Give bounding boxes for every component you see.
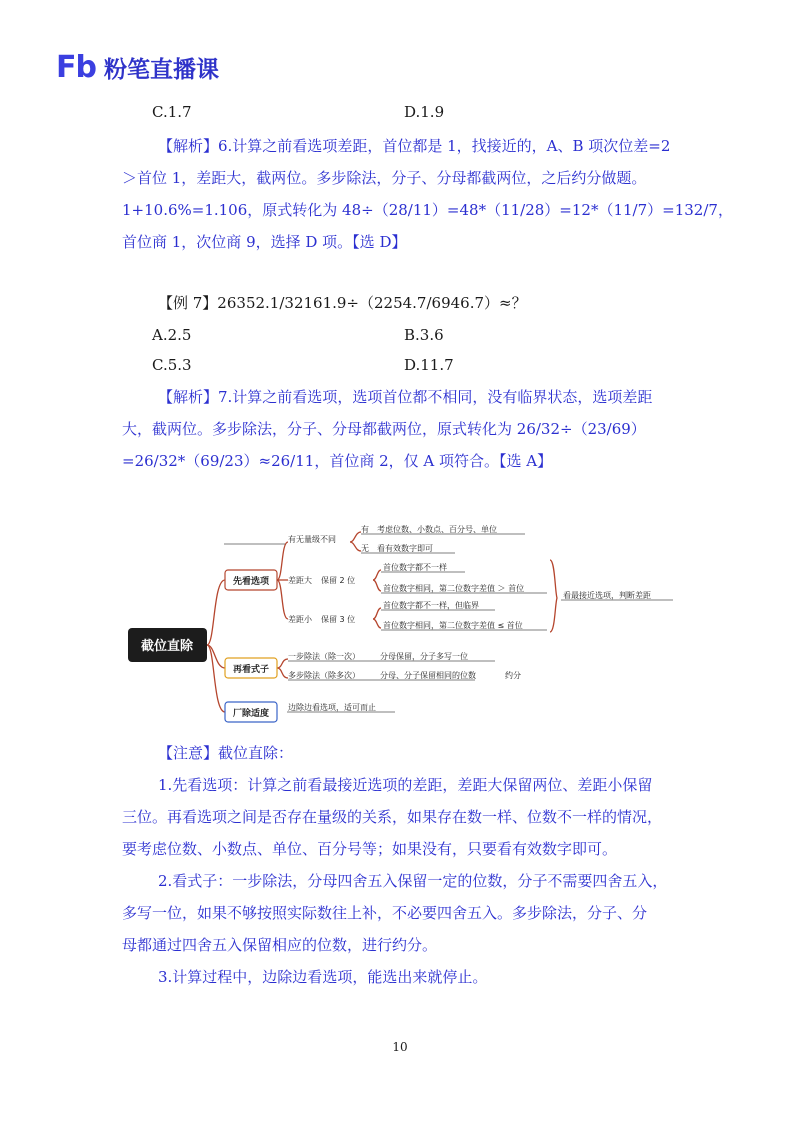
q7-option-b: B.3.6	[404, 326, 444, 344]
note-line-6: 母都通过四舍五入保留相应的位数，进行约分。	[122, 936, 438, 954]
mindmap-b2-c1: 一步除法（除一次）	[288, 652, 360, 661]
note-line-4: 2.看式子：一步除法，分母四舍五入保留一定的位数，分子不需要四舍五入，	[158, 872, 668, 890]
mindmap-b1-c1: 有无量级不同	[288, 535, 336, 544]
mindmap-b2-c2-r: 分母、分子保留相同的位数	[380, 671, 476, 680]
q6-analysis-line-4: 首位商 1，次位商 9，选择 D 项。【选 D】	[122, 233, 407, 251]
mindmap-b1-c2-a: 首位数字都不一样	[383, 563, 447, 572]
q6-option-c: C.1.7	[152, 103, 192, 121]
note-line-5: 多写一位，如果不够按照实际数往上补，不必要四舍五入。多步除法，分子、分	[122, 904, 648, 922]
q6-analysis-line-2: ＞首位 1，差距大，截两位。多步除法，分子、分母都截两位，之后约分做题。	[122, 169, 647, 187]
q7-analysis-line-2: 大，截两位。多步除法，分子、分母都截两位，原式转化为 26/32÷（23/69）	[122, 420, 646, 438]
note-line-1: 1.先看选项：计算之前看最接近选项的差距，差距大保留两位、差距小保留	[158, 776, 653, 794]
note-line-2: 三位。再看选项之间是否存在量级的关系，如果存在数一样、位数不一样的情况，	[122, 808, 663, 826]
mindmap-yes-label: 有	[361, 525, 369, 534]
mindmap-b1-c3-a: 首位数字都不一样，但临界	[383, 601, 479, 610]
mindmap-no-label: 无	[361, 544, 369, 553]
note-line-7: 3.计算过程中，边除边看选项，能选出来就停止。	[158, 968, 488, 986]
q7-option-a: A.2.5	[152, 326, 192, 344]
q7-analysis-line-3: =26/32*（69/23）≈26/11，首位商 2，仅 A 项符合。【选 A】	[122, 452, 553, 470]
edge-c2-a	[373, 570, 381, 580]
mindmap-b1-c3-keep: 保留 3 位	[321, 615, 356, 624]
mindmap-b3: 厂除适度	[232, 709, 270, 719]
note-line-3: 要考虑位数、小数点、单位、百分号等；如果没有，只要看有效数字即可。	[122, 840, 618, 858]
edge-b2-c1	[277, 659, 288, 668]
mindmap-diagram	[125, 520, 651, 720]
edge-c1-no	[350, 542, 361, 551]
mindmap-b2-c2: 多步除法（除多次）	[288, 671, 360, 680]
note-bracket	[550, 560, 557, 632]
mindmap-yes-text: 考虑位数、小数点、百分号、单位	[377, 525, 497, 534]
q7-analysis-line-1: 【解析】7.计算之前看选项，选项首位都不相同，没有临界状态，选项差距	[158, 388, 653, 406]
mindmap-b1-c2-b: 首位数字相同，第二位数字差值 ＞ 首位	[383, 584, 525, 593]
edge-root-b1	[207, 580, 225, 645]
mindmap-b1-c2-keep: 保留 2 位	[321, 576, 356, 585]
edge-b1-c3	[277, 580, 288, 619]
edge-c3-a	[373, 608, 381, 619]
q6-option-d: D.1.9	[404, 103, 445, 121]
q6-analysis-line-3: 1+10.6%=1.106，原式转化为 48÷（28/11）=48*（11/28）=12*（11/7）=132/7，	[122, 201, 733, 219]
brand-logo	[56, 50, 219, 85]
mindmap-b2-c1-r: 分母保留，分子多写一位	[380, 652, 468, 661]
mindmap-b1-c2: 差距大	[288, 576, 312, 585]
mindmap-b2: 再看式子	[232, 665, 270, 675]
mindmap-root: 截位直除	[140, 639, 194, 654]
page-number: 10	[392, 1040, 408, 1054]
edge-c2-b	[373, 580, 381, 591]
edge-c1-yes	[350, 532, 361, 542]
mindmap-b1-c3-b: 首位数字相同，第二位数字差值 ≤ 首位	[383, 621, 523, 630]
mindmap-b2-c2-r2: 约分	[505, 671, 521, 680]
edge-b2-c2	[277, 668, 288, 678]
fb-logo-mark: Fb	[56, 50, 96, 85]
note-title: 【注意】截位直除：	[158, 744, 294, 762]
q7-option-c: C.5.3	[152, 356, 192, 374]
brand-name: 粉笔直播课	[103, 57, 219, 83]
mindmap-b1: 先看选项	[232, 577, 270, 587]
mindmap-no-text: 看有效数字即可	[377, 544, 433, 553]
edge-c3-b	[373, 619, 381, 628]
edge-b1-c1	[277, 542, 288, 580]
q7-stem: 【例 7】26352.1/32161.9÷（2254.7/6946.7）≈？	[158, 294, 527, 312]
mindmap-b3-c1: 边除边看选项，适可而止	[288, 703, 376, 712]
mindmap-b1-c3: 差距小	[288, 615, 312, 624]
q7-option-d: D.11.7	[404, 356, 454, 374]
edge-root-b3	[207, 645, 225, 712]
mindmap-b1-note: 看最接近选项，判断差距	[563, 591, 651, 600]
q6-analysis-line-1: 【解析】6.计算之前看选项差距，首位都是 1，找接近的，A、B 项次位差=2	[158, 137, 671, 155]
